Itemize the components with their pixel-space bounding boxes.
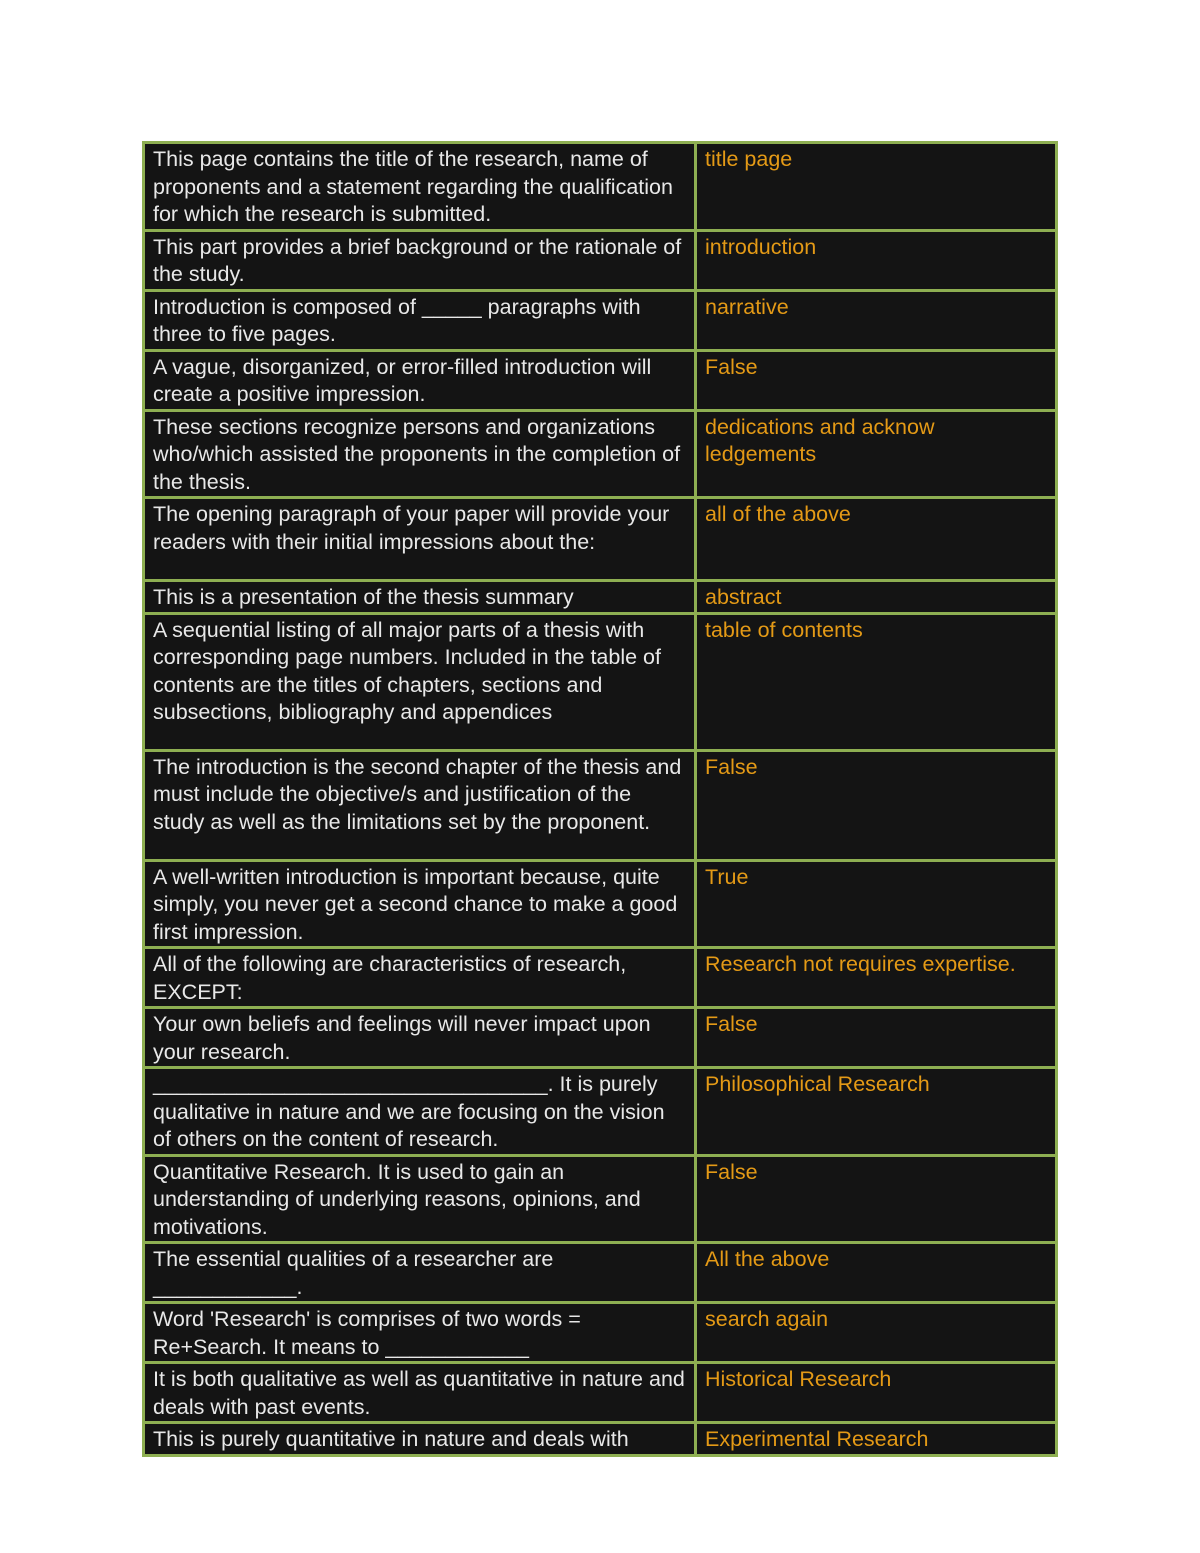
table-row [144,1423,1057,1456]
table-row [144,1068,1057,1156]
answer-cell: search again [696,1303,1057,1363]
question-cell: The opening paragraph of your paper will provide your readers with their initial impressions about the: [144,498,696,581]
question-cell: This is a presentation of the thesis summary [144,581,696,614]
question-cell: The introduction is the second chapter of the thesis and must include the objective/s and justification of the study as well as the limitations set by the proponent. [144,750,696,860]
table-row [144,350,1057,410]
table-row [144,860,1057,948]
answer-cell: Philosophical Research [696,1068,1057,1156]
answer-cell: False [696,1155,1057,1243]
table-row [144,143,1057,231]
answer-cell: title page [696,143,1057,231]
question-cell: A vague, disorganized, or error-filled introduction will create a positive impression. [144,350,696,410]
question-cell: These sections recognize persons and organizations who/which assisted the proponents in the completion of the thesis. [144,410,696,498]
answer-cell: All the above [696,1243,1057,1303]
table-row [144,1155,1057,1243]
question-cell: All of the following are characteristics of research, EXCEPT: [144,948,696,1008]
answer-cell: Experimental Research [696,1423,1057,1456]
table-row [144,750,1057,860]
question-cell: It is both qualitative as well as quantitative in nature and deals with past events. [144,1363,696,1423]
table-row [144,1363,1057,1423]
question-cell: This is purely quantitative in nature and deals with [144,1423,696,1456]
answer-cell: table of contents [696,613,1057,750]
question-cell: A sequential listing of all major parts of a thesis with corresponding page numbers. Included in the table of contents are the titles of chapters, sections and subsections, bibliography and appendices [144,613,696,750]
question-cell: Your own beliefs and feelings will never impact upon your research. [144,1008,696,1068]
answer-cell: False [696,1008,1057,1068]
answer-cell: False [696,750,1057,860]
answer-cell: dedications and acknow ledgements [696,410,1057,498]
answer-cell: Research not requires expertise. [696,948,1057,1008]
table-row [144,1008,1057,1068]
question-cell: The essential qualities of a researcher are ____________. [144,1243,696,1303]
question-cell: A well-written introduction is important because, quite simply, you never get a second chance to make a good first impression. [144,860,696,948]
table-row [144,410,1057,498]
question-cell: Word 'Research' is comprises of two words = Re+Search. It means to ____________ [144,1303,696,1363]
answer-cell: abstract [696,581,1057,614]
answer-cell: narrative [696,290,1057,350]
table-row [144,613,1057,750]
answer-cell: introduction [696,230,1057,290]
table-row [144,498,1057,581]
question-cell: Introduction is composed of _____ paragraphs with three to five pages. [144,290,696,350]
question-cell: This page contains the title of the research, name of proponents and a statement regarding the qualification for which the research is submitted. [144,143,696,231]
table-row [144,1303,1057,1363]
answer-cell: Historical Research [696,1363,1057,1423]
table-row [144,581,1057,614]
answer-cell: True [696,860,1057,948]
question-cell: This part provides a brief background or the rationale of the study. [144,230,696,290]
answer-cell: all of the above [696,498,1057,581]
table-row [144,290,1057,350]
table-row [144,948,1057,1008]
answer-cell: False [696,350,1057,410]
table-row [144,1243,1057,1303]
question-cell: Quantitative Research. It is used to gain an understanding of underlying reasons, opinions, and motivations. [144,1155,696,1243]
question-cell: _________________________________. It is purely qualitative in nature and we are focusing on the vision of others on the content of research. [144,1068,696,1156]
table-row [144,230,1057,290]
quiz-answer-table [142,141,1058,1457]
